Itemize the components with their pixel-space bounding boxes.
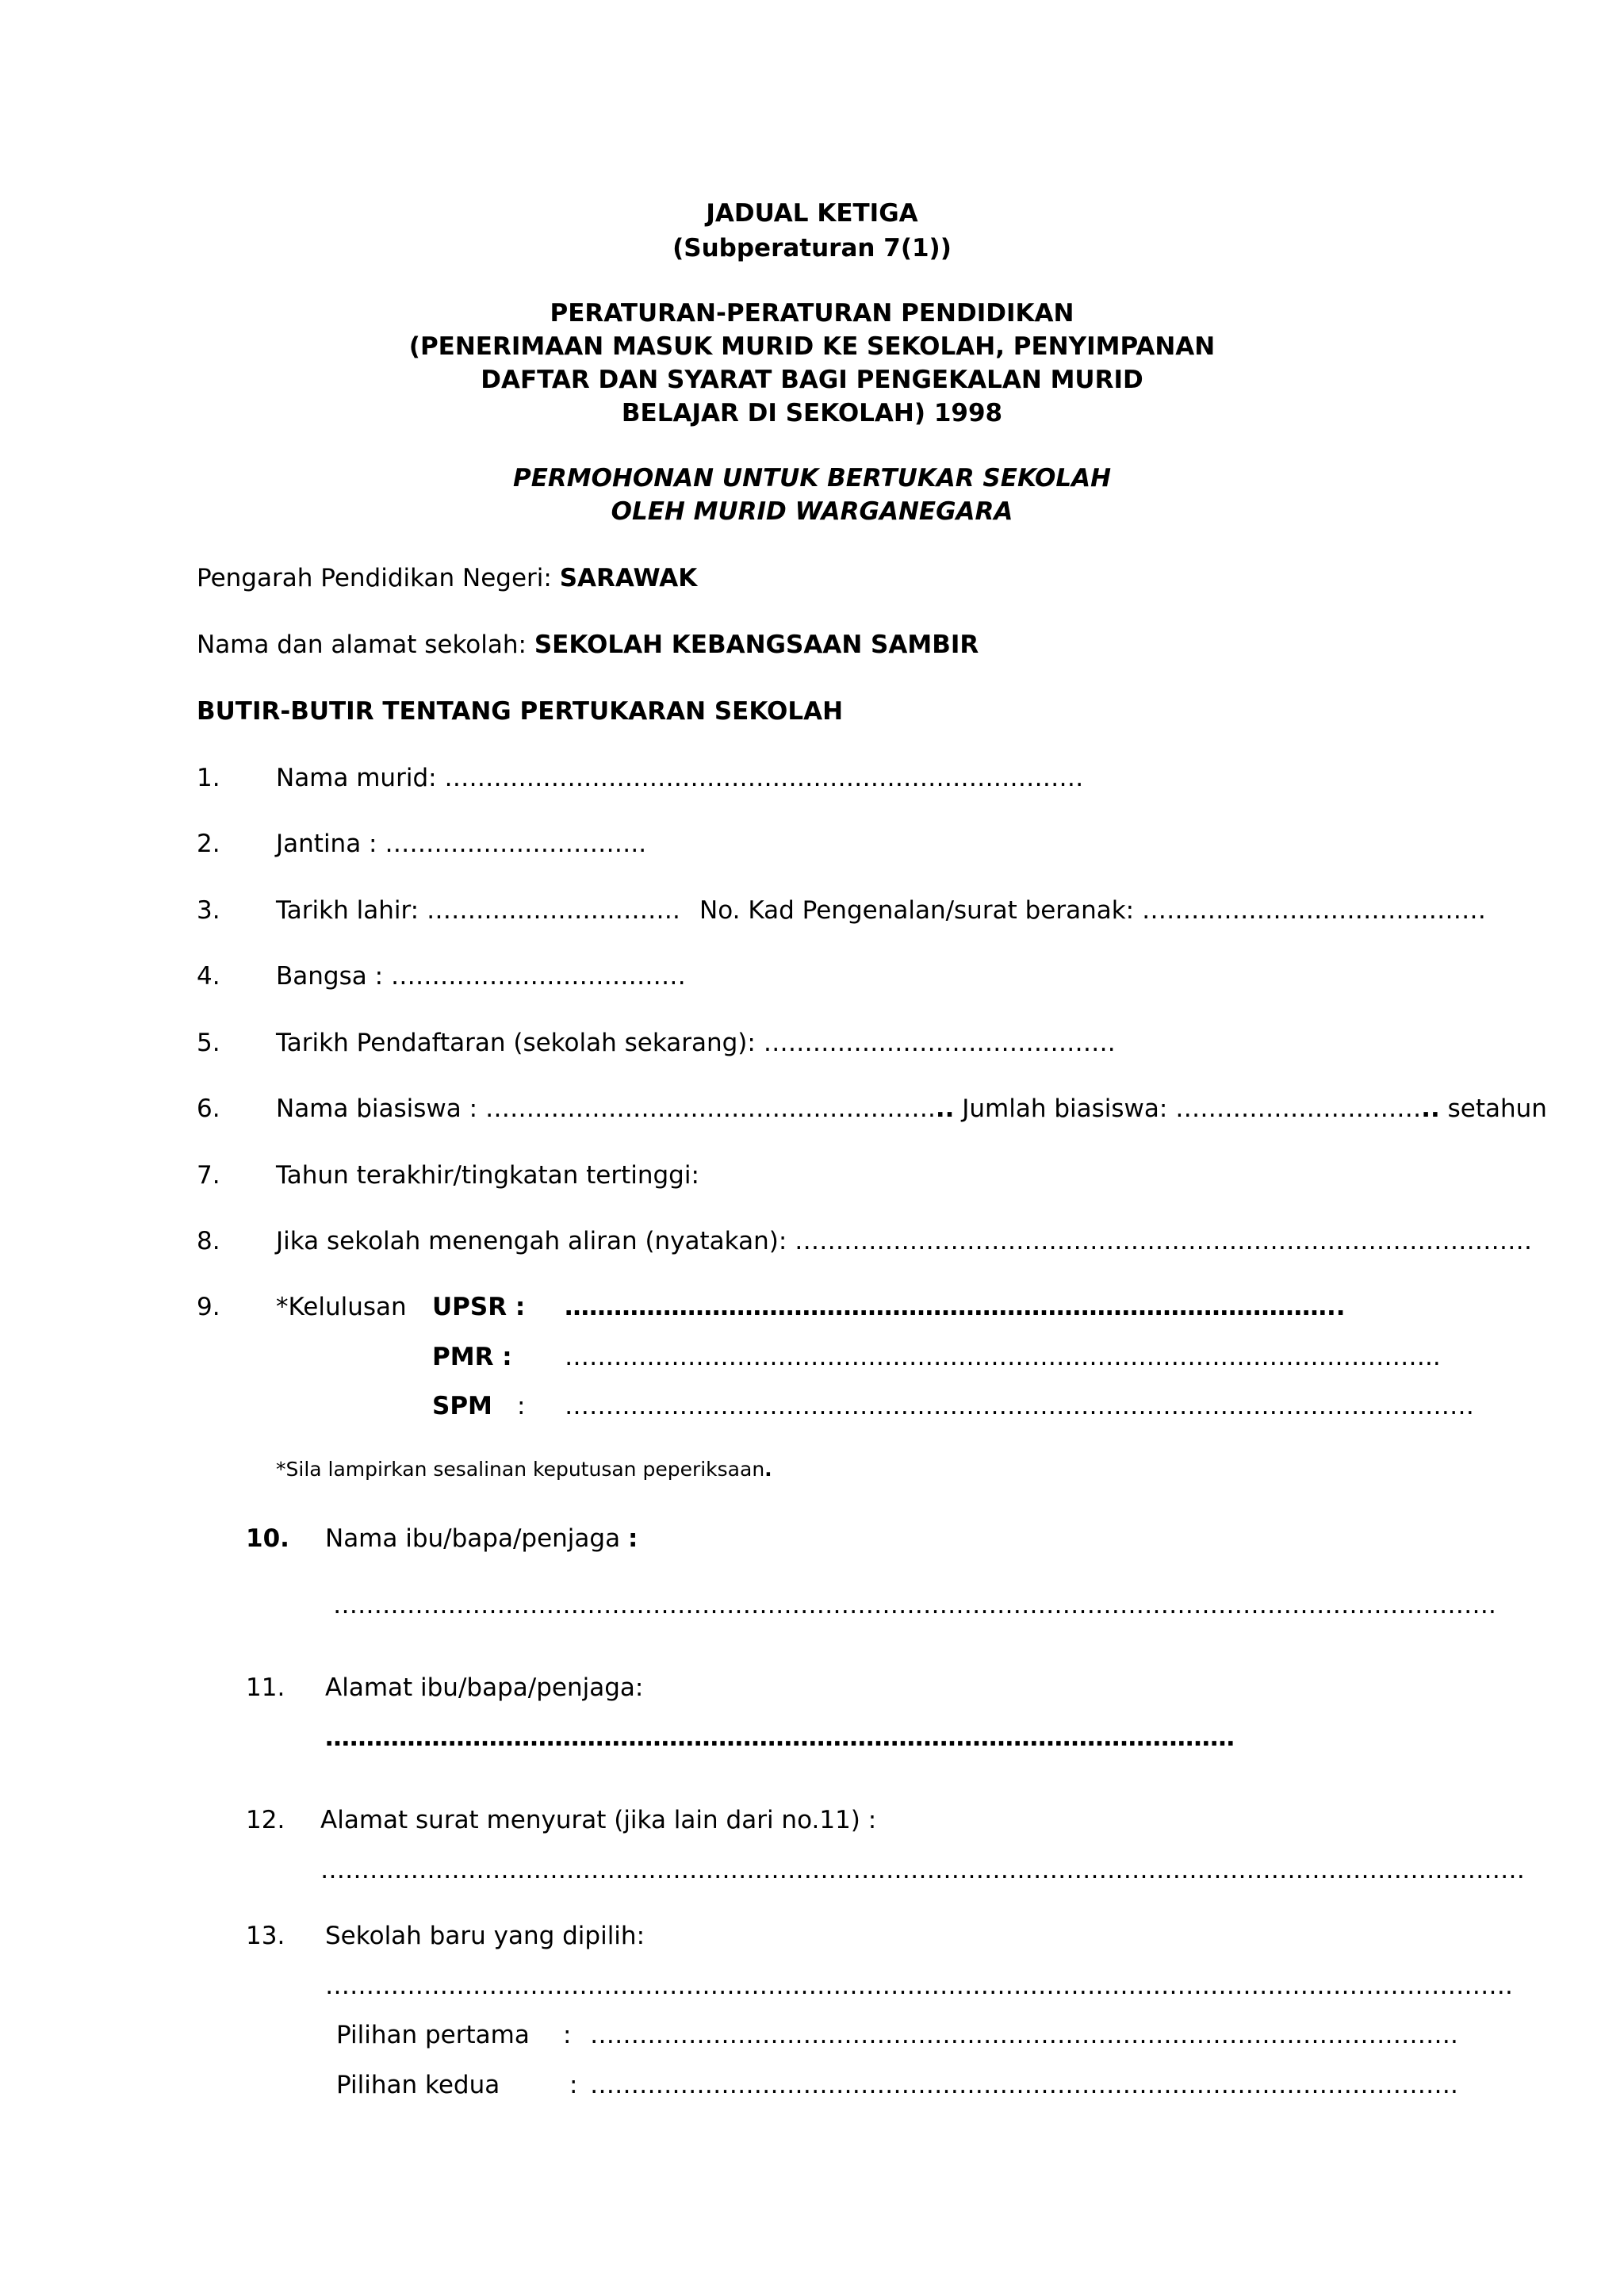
scholarship-name-field-end: .. (935, 1094, 955, 1123)
school-line (197, 628, 979, 661)
attachment-note (276, 1456, 772, 1483)
parent-name-field[interactable]: ……………………………………………………………………………………………………………………………. (333, 1591, 1496, 1619)
item-5-number: 5. (197, 1029, 220, 1057)
second-choice-label: Pilihan kedua (336, 2071, 500, 2099)
parent-address-label: Alamat ibu/bapa/penjaga: (325, 1673, 644, 1702)
state-director-label: Pengarah Pendidikan Negeri: (197, 564, 552, 592)
scholarship-amount-field-end: .. (1421, 1094, 1440, 1123)
item-1-number: 1. (197, 764, 220, 792)
item-3-number: 3. (197, 896, 220, 925)
first-choice-colon: : (563, 2021, 572, 2049)
spm-colon: : (517, 1392, 526, 1420)
state-director-value: SARAWAK (559, 564, 698, 592)
upsr-label: UPSR : (432, 1293, 526, 1321)
item-3 (276, 894, 680, 927)
upsr-field[interactable]: ………………………………………………………………………………….. (565, 1293, 1346, 1321)
registration-date-field[interactable]: ……………………………………. (763, 1029, 1116, 1057)
second-choice-colon: : (569, 2071, 578, 2099)
section-title: BUTIR-BUTIR TENTANG PERTUKARAN SEKOLAH (197, 697, 844, 726)
form-title-2: OLEH MURID WARGANEGARA (611, 497, 1013, 526)
qualification-label: *Kelulusan (276, 1293, 407, 1321)
race-field[interactable]: ……………………………… (390, 962, 686, 991)
scholarship-name-label: Nama biasiswa : (276, 1094, 478, 1123)
birth-date-field[interactable]: …………………………. (427, 896, 680, 925)
subregulation: (Subperaturan 7(1)) (672, 234, 952, 263)
last-year-label: Tahun terakhir/tingkatan tertinggi: (276, 1161, 699, 1190)
item-2 (276, 827, 646, 861)
per-year-label: setahun (1447, 1094, 1547, 1123)
id-card-label: No. Kad Pengenalan/surat beranak: (699, 896, 1135, 925)
new-school-field[interactable]: ………………………………………………………………………………………………………………………………. (325, 1972, 1513, 2000)
item-5 (276, 1026, 1116, 1060)
first-choice-label: Pilihan pertama (336, 2021, 530, 2049)
regulation-title-2: (PENERIMAAN MASUK MURID KE SEKOLAH, PENYIMPANAN (408, 332, 1216, 361)
registration-date-label: Tarikh Pendaftaran (sekolah sekarang): (276, 1029, 756, 1057)
attachment-note-text: *Sila lampirkan sesalinan keputusan peperiksaan (276, 1458, 765, 1481)
item-11-number: 11. (246, 1673, 285, 1702)
regulation-title-1: PERATURAN-PERATURAN PENDIDIKAN (550, 299, 1074, 328)
gender-label: Jantina : (276, 830, 377, 858)
item-10-number: 10. (246, 1524, 289, 1553)
mailing-address-field[interactable]: ………………………………………………………………………………………………………………………………… (320, 1856, 1525, 1884)
pmr-label: PMR : (432, 1343, 512, 1371)
stream-label: Jika sekolah menengah aliran (nyatakan): (276, 1227, 787, 1255)
item-9-number: 9. (197, 1293, 220, 1321)
item-6 (276, 1092, 1547, 1125)
item-10 (325, 1522, 638, 1555)
item-8 (276, 1225, 1532, 1258)
spm-field[interactable]: ………………………………………………………………………………………………… (565, 1392, 1474, 1420)
item-2-number: 2. (197, 830, 220, 858)
parent-name-colon: : (627, 1524, 638, 1553)
school-value: SEKOLAH KEBANGSAAN SAMBIR (534, 631, 979, 659)
parent-address-field[interactable]: ………………………………………………………………………………………………… (325, 1723, 1235, 1752)
attachment-note-end: . (764, 1458, 772, 1481)
scholarship-amount-field[interactable]: ………………………… (1175, 1094, 1422, 1123)
item-4-number: 4. (197, 962, 220, 991)
new-school-label: Sekolah baru yang dipilih: (325, 1922, 645, 1950)
form-title-1: PERMOHONAN UNTUK BERTUKAR SEKOLAH (512, 464, 1112, 493)
item-3-id (699, 894, 1486, 927)
item-13-number: 13. (246, 1922, 285, 1950)
first-choice-field[interactable]: ……………………………………………………………………………………………. (590, 2021, 1458, 2049)
mailing-address-label: Alamat surat menyurat (jika lain dari no.11) : (320, 1806, 877, 1834)
regulation-title-4: BELAJAR DI SEKOLAH) 1998 (621, 399, 1003, 427)
stream-field[interactable]: ……………………………………………………………………………… (795, 1227, 1533, 1255)
second-choice-field[interactable]: ……………………………………………………………………………………………. (590, 2071, 1458, 2099)
item-7-number: 7. (197, 1161, 220, 1190)
item-1 (276, 761, 1083, 795)
birth-date-label: Tarikh lahir: (276, 896, 419, 925)
item-8-number: 8. (197, 1227, 220, 1255)
regulation-title-3: DAFTAR DAN SYARAT BAGI PENGEKALAN MURID (481, 366, 1143, 394)
state-director-line (197, 562, 697, 595)
id-card-field[interactable]: …………………………………… (1141, 896, 1486, 925)
student-name-label: Nama murid: (276, 764, 437, 792)
parent-name-label: Nama ibu/bapa/penjaga (325, 1524, 621, 1553)
spm-label: SPM (432, 1392, 492, 1420)
student-name-field[interactable]: …………………………………………………………………… (444, 764, 1084, 792)
schedule-title: JADUAL KETIGA (706, 199, 918, 228)
item-4 (276, 960, 686, 993)
item-12-number: 12. (246, 1806, 285, 1834)
item-6-number: 6. (197, 1094, 220, 1123)
scholarship-amount-label: Jumlah biasiswa: (962, 1094, 1168, 1123)
race-label: Bangsa : (276, 962, 384, 991)
school-label: Nama dan alamat sekolah: (197, 631, 527, 659)
pmr-field[interactable]: …………………………………………………………………………………………….. (565, 1343, 1441, 1371)
gender-field[interactable]: ………………………….. (385, 830, 647, 858)
scholarship-name-field[interactable]: ………………………………………………. (485, 1094, 936, 1123)
